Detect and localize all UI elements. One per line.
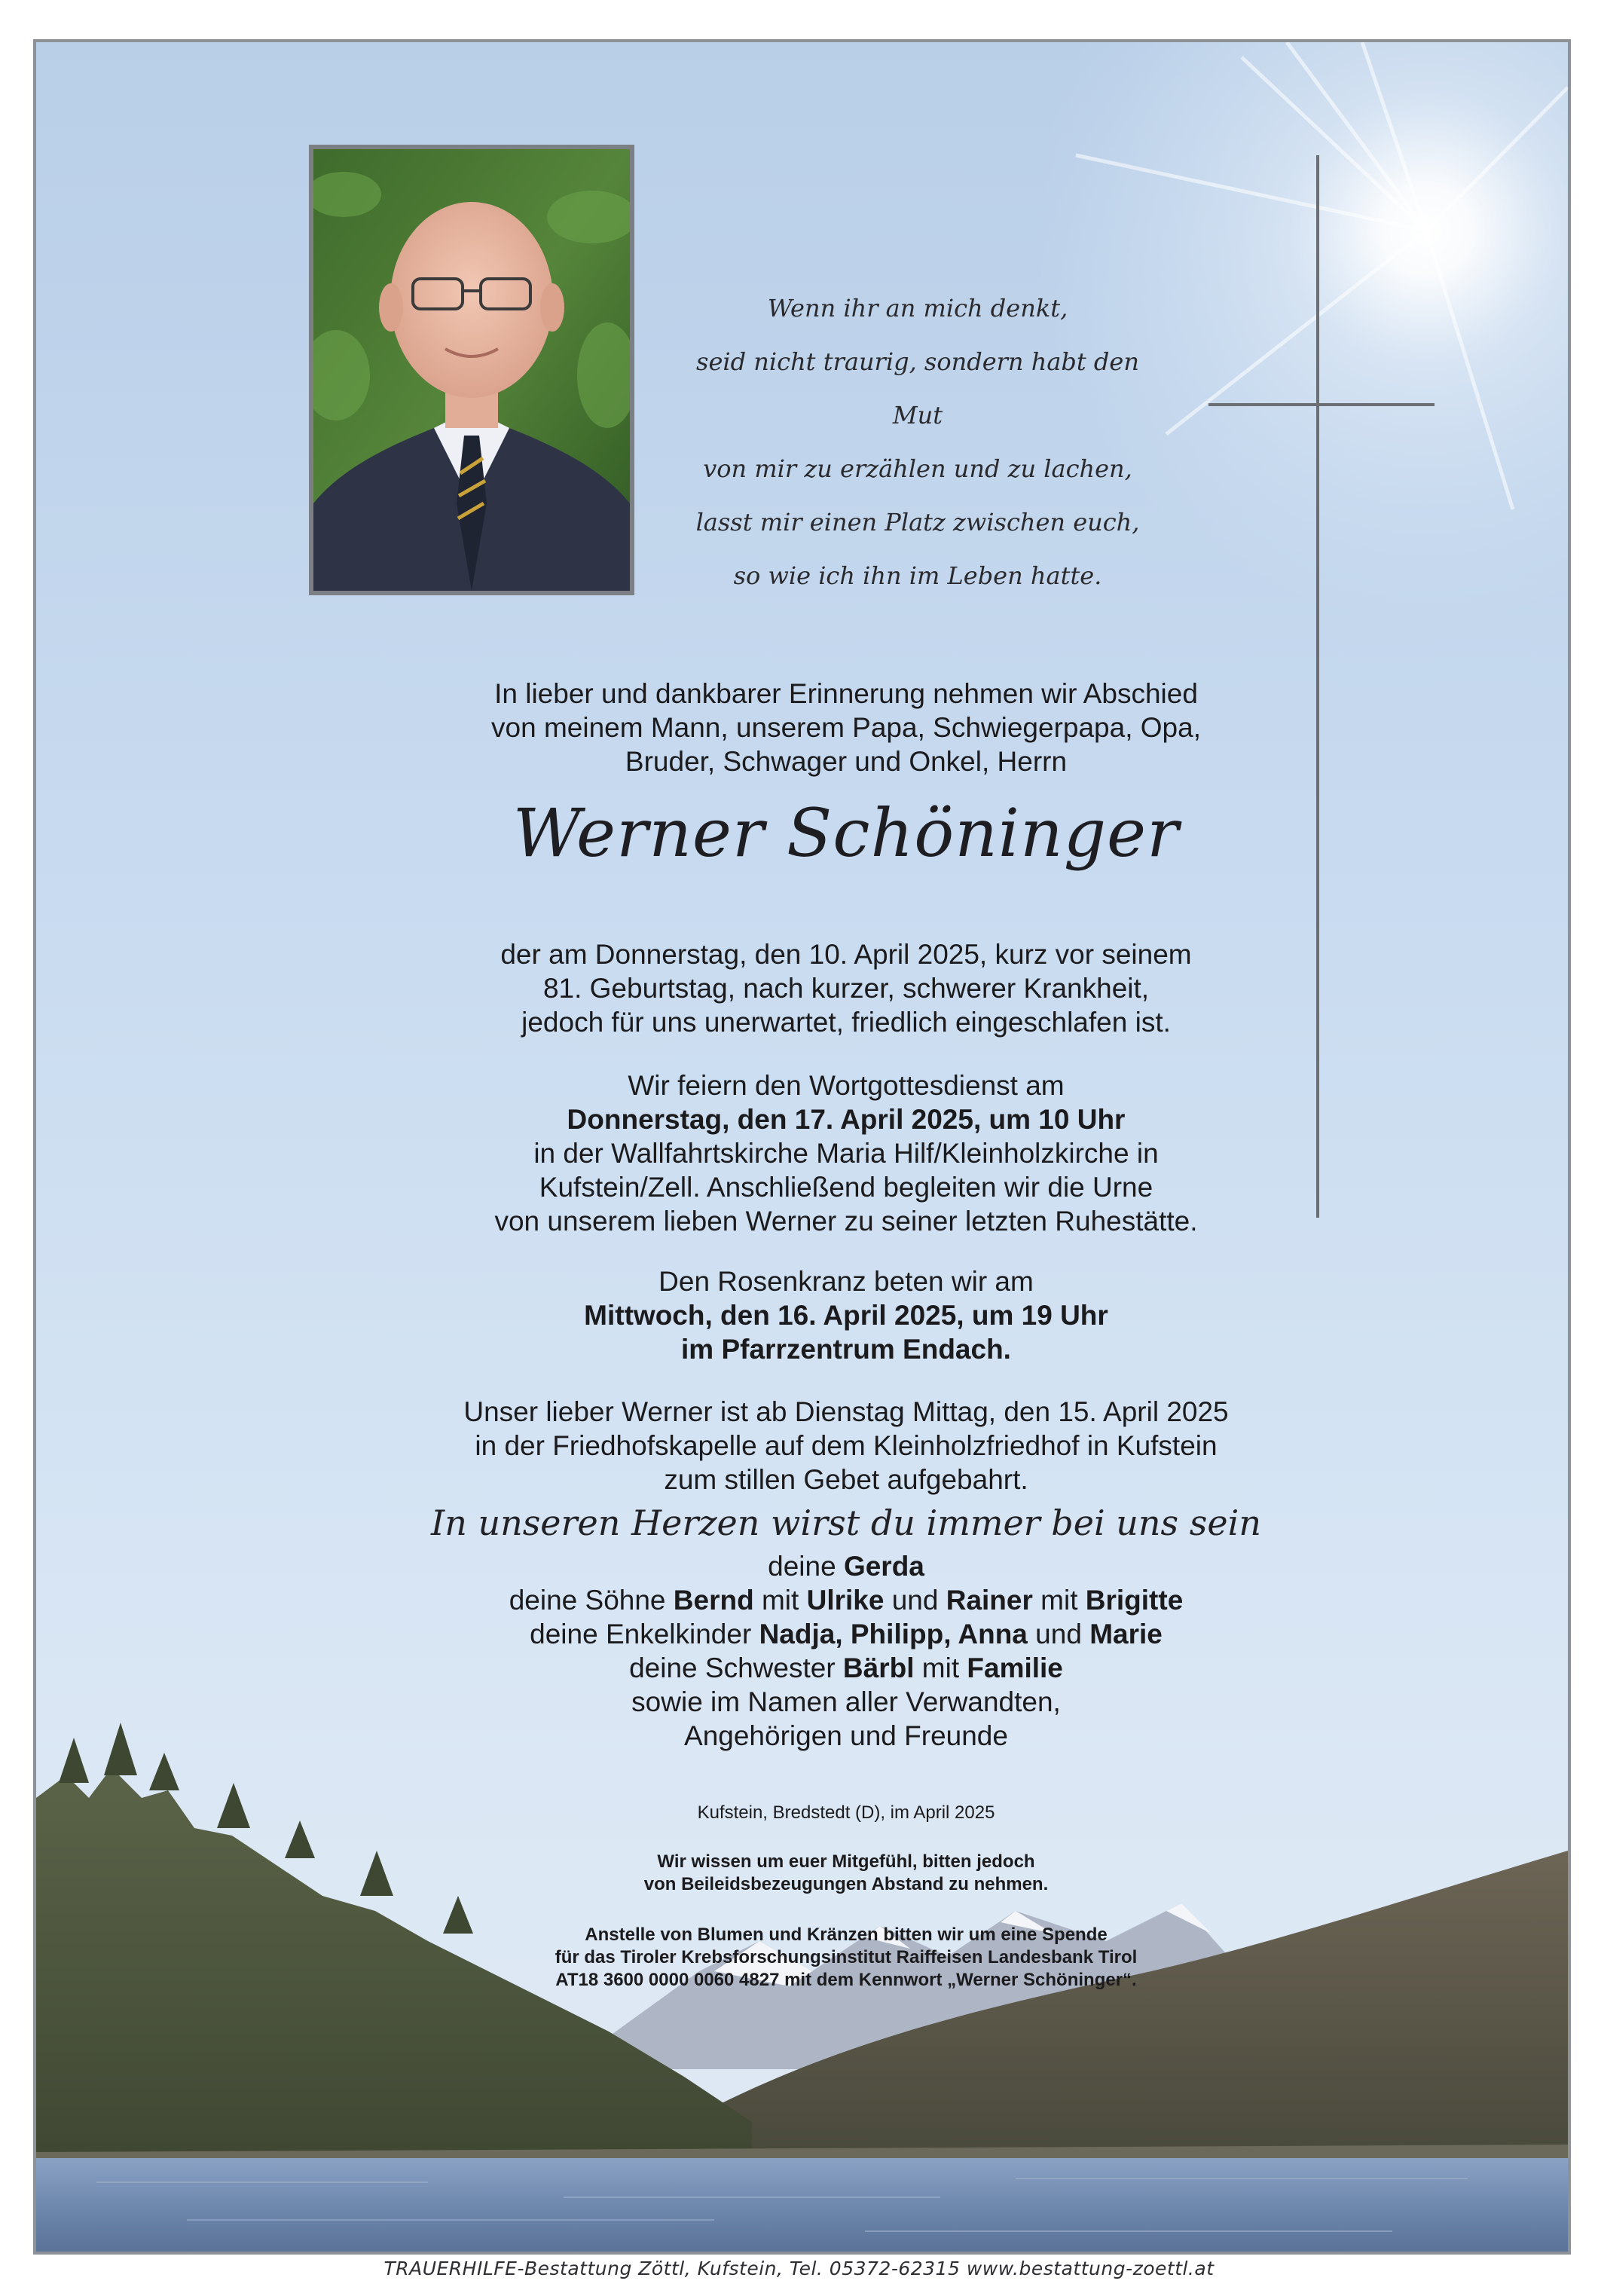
family-line: sowie im Namen aller Verwandten, (631, 1686, 1061, 1717)
family-name: Gerda (843, 1551, 924, 1582)
motto: In unseren Herzen wirst du immer bei uns sein (431, 1503, 1261, 1543)
service-line: Kufstein/Zell. Anschließend begleiten wir die Urne (539, 1172, 1153, 1203)
laid-out-line: Unser lieber Werner ist ab Dienstag Mittag, den 15. April 2025 (463, 1396, 1229, 1427)
service-line: in der Wallfahrtskirche Maria Hilf/Kleinholzkirche in (533, 1138, 1159, 1169)
rosary-info (360, 1264, 1332, 1366)
death-notice-line: 81. Geburtstag, nach kurzer, schwerer Krankheit, (542, 973, 1150, 1004)
death-notice-line: jedoch für uns unerwartet, friedlich eingeschlafen ist. (521, 1007, 1171, 1038)
service-info (360, 1069, 1332, 1238)
service-line: von unserem lieben Werner zu seiner letzten Ruhestätte. (494, 1206, 1198, 1237)
poem (684, 282, 1151, 603)
intro-line: von meinem Mann, unserem Papa, Schwiegerpapa, Opa, (491, 712, 1201, 743)
service-line: Wir feiern den Wortgottesdienst am (628, 1070, 1065, 1101)
family-name: Familie (967, 1652, 1063, 1683)
family-name: Marie (1089, 1619, 1163, 1649)
family-list (360, 1549, 1332, 1753)
portrait-image (313, 149, 630, 591)
sympathy-note: Wir wissen um euer Mitgefühl, bitten jedoch von Beileidsbezeugungen Abstand zu nehmen. (643, 1851, 1049, 1894)
family-name: Brigitte (1085, 1585, 1184, 1616)
laid-out-line: zum stillen Gebet aufgebahrt. (664, 1464, 1028, 1495)
family-name: Nadja, Philipp, Anna (759, 1619, 1028, 1649)
laid-out-line: in der Friedhofskapelle auf dem Kleinholzfriedhof in Kufstein (475, 1430, 1218, 1461)
family-name: Bernd (673, 1585, 754, 1616)
service-date: Donnerstag, den 17. April 2025, um 10 Uhr (567, 1104, 1126, 1135)
donation-note: Anstelle von Blumen und Kränzen bitten wir um eine Spende für das Tiroler Krebsforschungsinstitut Raiffeisen Landesbank Tirol AT18 3600 0000 0060 4827 mit dem Kennwort „Werner Schöninger“. (555, 1925, 1138, 1990)
rosary-line: Den Rosenkranz beten wir am (658, 1266, 1034, 1297)
deceased-name: Werner Schöninger (512, 794, 1180, 872)
family-line: deine Gerda (768, 1551, 924, 1582)
family-name: Ulrike (806, 1585, 885, 1616)
cross-horizontal (1208, 403, 1435, 406)
portrait-photo (309, 145, 634, 595)
family-line: deine Enkelkinder Nadja, Philipp, Anna und Marie (530, 1619, 1163, 1649)
family-name: Rainer (946, 1585, 1033, 1616)
intro-line: In lieber und dankbarer Erinnerung nehmen wir Abschied (494, 678, 1198, 709)
place-date: Kufstein, Bredstedt (D), im April 2025 (697, 1802, 995, 1823)
family-name: Bärbl (842, 1652, 915, 1683)
intro-line: Bruder, Schwager und Onkel, Herrn (625, 746, 1068, 777)
funeral-home-footer: TRAUERHILFE-Bestattung Zöttl, Kufstein, Tel. 05372-62315 www.bestattung-zoettl.at (383, 2258, 1215, 2279)
rosary-place: im Pfarrzentrum Endach. (681, 1334, 1011, 1365)
death-notice (360, 937, 1332, 1039)
family-line: deine Söhne Bernd mit Ulrike und Rainer mit Brigitte (509, 1585, 1184, 1616)
laid-out-info (360, 1395, 1332, 1497)
obituary-card (33, 39, 1571, 2255)
poem-line: von mir zu erzählen und zu lachen, (703, 454, 1132, 483)
rosary-date: Mittwoch, den 16. April 2025, um 19 Uhr (584, 1300, 1108, 1331)
intro-text (360, 677, 1332, 778)
poem-line: so wie ich ihn im Leben hatte. (733, 561, 1102, 590)
poem-line: lasst mir einen Platz zwischen euch, (695, 508, 1140, 537)
poem-line: Wenn ihr an mich denkt, (767, 294, 1068, 323)
family-line: Angehörigen und Freunde (684, 1720, 1008, 1751)
death-notice-line: der am Donnerstag, den 10. April 2025, kurz vor seinem (500, 939, 1192, 970)
family-line: deine Schwester Bärbl mit Familie (629, 1652, 1063, 1683)
poem-line: seid nicht traurig, sondern habt den Mut (696, 347, 1139, 430)
